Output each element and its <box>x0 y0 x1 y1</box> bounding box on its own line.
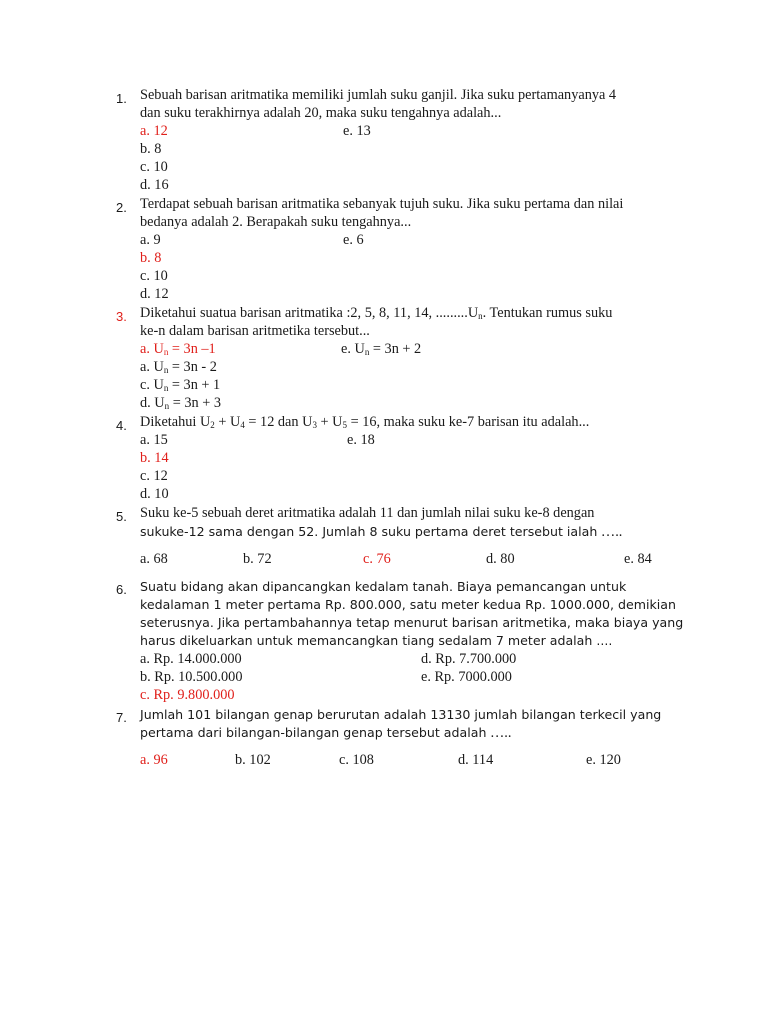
option-c: c. 108 <box>339 752 374 768</box>
subscript: 2 <box>210 420 215 430</box>
text-segment: Diketahui U <box>140 414 211 430</box>
option-a: a. 15 <box>140 432 168 448</box>
question-number: 7. <box>116 710 127 725</box>
option-prefix: a. U <box>140 359 164 375</box>
question-text-line: seterusnya. Jika pertambahannya tetap menurut barisan aritmetika, maka biaya yang <box>140 615 684 630</box>
question-text-line: Sebuah barisan aritmatika memiliki jumlah suku ganjil. Jika suku pertamanyanya 4 <box>140 87 617 103</box>
question-text-line <box>140 305 612 322</box>
option-prefix: d. U <box>140 395 165 411</box>
text-segment: . Tentukan rumus suku <box>482 305 613 321</box>
question-text-line <box>140 725 511 742</box>
option-e: e. 84 <box>624 551 652 567</box>
option-c: c. 10 <box>140 159 168 175</box>
option-prefix: e. U <box>341 341 365 357</box>
option-prefix: c. U <box>140 377 164 393</box>
option-e: e. Rp. 7000.000 <box>421 669 512 685</box>
option-c-correct: c. 76 <box>363 551 391 567</box>
text-segment: ….. <box>486 725 512 741</box>
question-number: 4. <box>116 418 127 433</box>
option-e: e. 6 <box>343 232 364 248</box>
question-text-line: bedanya adalah 2. Berapakah suku tengahnya... <box>140 214 412 230</box>
option-formula: = 3n + 1 <box>168 377 221 393</box>
option-b-correct: b. 14 <box>140 450 169 466</box>
text-segment: Diketahui suatua barisan aritmatika :2, 5, 8, 11, 14, .........U <box>140 305 479 321</box>
option-formula: = 3n - 2 <box>168 359 217 375</box>
option-d: d. 12 <box>140 286 169 302</box>
subscript: 5 <box>342 420 347 430</box>
question-text-line <box>140 414 589 431</box>
option-d: d. 114 <box>458 752 494 768</box>
question-text-line: dan suku terakhirnya adalah 20, maka suku tengahnya adalah... <box>140 105 502 121</box>
question-number: 2. <box>116 200 127 215</box>
option-d: d. 10 <box>140 486 169 502</box>
option-formula: = 3n + 3 <box>169 395 221 411</box>
option-d: d. 16 <box>140 177 169 193</box>
text-segment: + U <box>316 414 343 430</box>
option-e: e. 13 <box>343 123 371 139</box>
option-e <box>341 341 421 358</box>
subscript: 4 <box>240 420 245 430</box>
question-text-line <box>140 524 622 541</box>
option-d: d. 80 <box>486 551 515 567</box>
option-d: d. Rp. 7.700.000 <box>421 651 517 667</box>
option-formula: = 3n + 2 <box>369 341 422 357</box>
text-segment: sukuke-12 sama dengan 52. Jumlah 8 suku pertama deret tersebut ialah <box>140 524 598 539</box>
option-c: c. 12 <box>140 468 168 484</box>
option-b: b. 72 <box>243 551 272 567</box>
text-segment: = 12 dan U <box>244 414 313 430</box>
question-number: 6. <box>116 582 127 597</box>
question-text-line: ke-n dalam barisan aritmetika tersebut... <box>140 323 370 339</box>
question-text-line: Suatu bidang akan dipancangkan kedalam tanah. Biaya pemancangan untuk <box>140 579 627 594</box>
option-c <box>140 377 220 394</box>
option-a-correct: a. 96 <box>140 752 168 768</box>
option-b: b. 8 <box>140 141 162 157</box>
option-a: a. 9 <box>140 232 161 248</box>
question-text-line: Terdapat sebuah barisan aritmatika sebanyak tujuh suku. Jika suku pertama dan nilai <box>140 196 624 212</box>
option-a-correct <box>140 341 216 358</box>
question-text-line: harus dikeluarkan untuk memancangkan tiang sedalam 7 meter adalah .... <box>140 633 613 648</box>
question-text-line: kedalaman 1 meter pertama Rp. 800.000, satu meter kedua Rp. 1000.000, demikian <box>140 597 677 612</box>
option-c-correct: c. Rp. 9.800.000 <box>140 687 235 703</box>
option-b-correct: b. 8 <box>140 250 162 266</box>
text-segment: ….. <box>597 524 623 540</box>
text-segment: + U <box>214 414 241 430</box>
subscript: n <box>163 383 169 393</box>
question-text-line: Jumlah 101 bilangan genap berurutan adalah 13130 jumlah bilangan terkecil yang <box>140 707 662 722</box>
option-a: a. Rp. 14.000.000 <box>140 651 242 667</box>
text-segment: pertama dari bilangan-bilangan genap tersebut adalah <box>140 725 487 740</box>
option-a-alt <box>140 359 217 376</box>
question-number: 5. <box>116 509 127 524</box>
subscript: 3 <box>312 420 317 430</box>
subscript: n <box>164 401 170 411</box>
subscript: n <box>364 347 370 357</box>
option-b: b. 102 <box>235 752 271 768</box>
option-prefix: a. U <box>140 341 164 357</box>
option-a: a. 68 <box>140 551 168 567</box>
subscript: n <box>163 347 169 357</box>
subscript: n <box>163 365 169 375</box>
question-number: 1. <box>116 91 127 106</box>
option-d <box>140 395 221 412</box>
option-formula: = 3n –1 <box>168 341 216 357</box>
question-text-line: Suku ke-5 sebuah deret aritmatika adalah 11 dan jumlah nilai suku ke-8 dengan <box>140 505 595 521</box>
option-e: e. 18 <box>347 432 375 448</box>
subscript: n <box>478 311 483 321</box>
option-e: e. 120 <box>586 752 621 768</box>
option-c: c. 10 <box>140 268 168 284</box>
option-b: b. Rp. 10.500.000 <box>140 669 243 685</box>
option-a-correct: a. 12 <box>140 123 168 139</box>
text-segment: = 16, maka suku ke-7 barisan itu adalah... <box>347 414 590 430</box>
question-number: 3. <box>116 309 127 324</box>
